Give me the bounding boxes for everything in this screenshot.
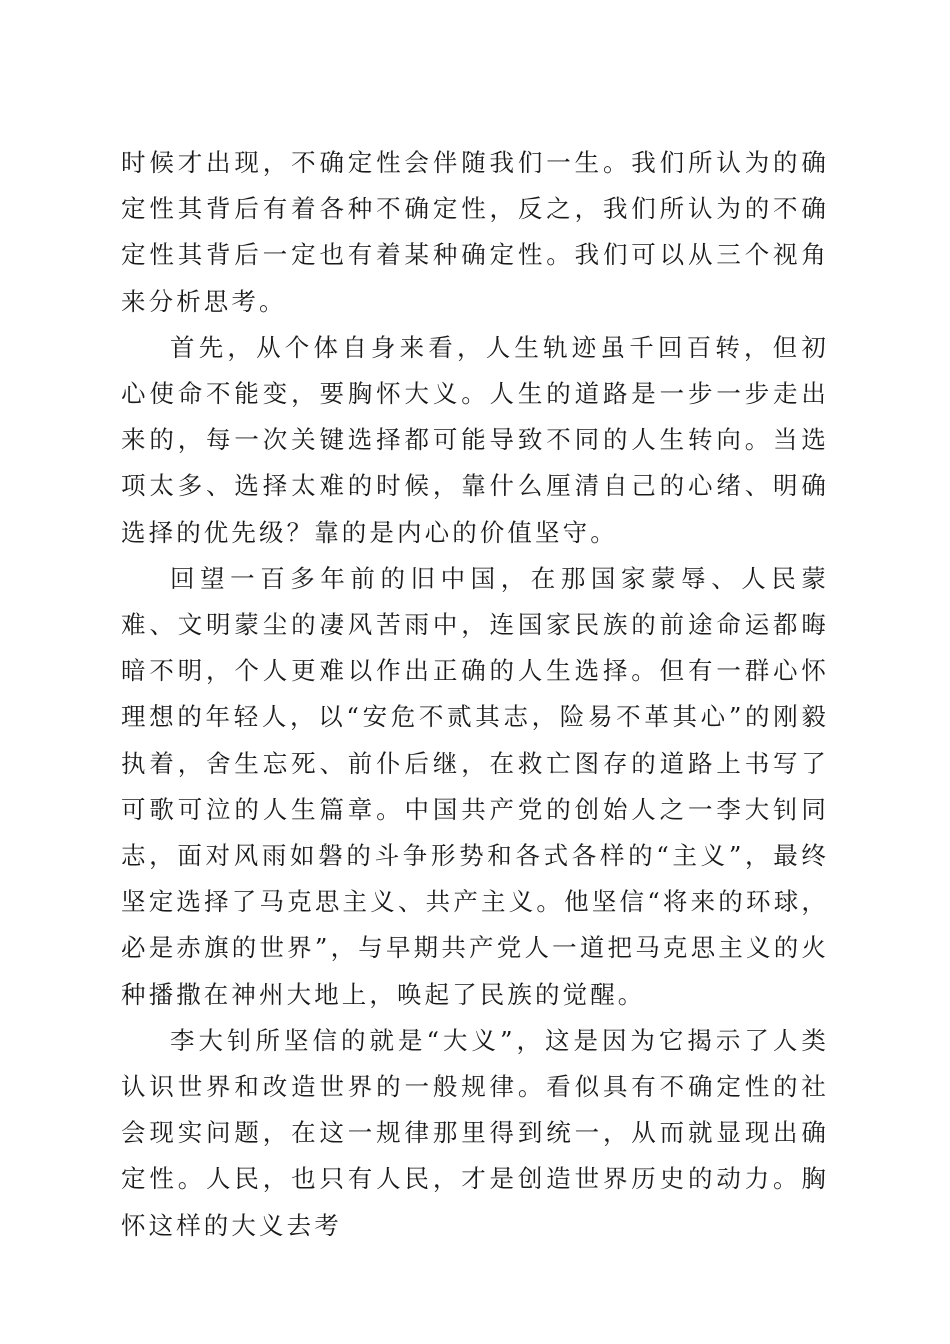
paragraph-great-righteousness: 李大钊所坚信的就是“大义”，这是因为它揭示了人类认识世界和改造世界的一般规律。看似具有不确定性的社会现实问题，在这一规律那里得到统一，从而就显现出确定性。人民，也只有人民，才是创造世界历史的动力。胸怀这样的大义去考 xyxy=(121,1025,829,1240)
paragraph-individual-perspective: 首先，从个体自身来看，人生轨迹虽千回百转，但初心使命不能变，要胸怀大义。人生的道路是一步一步走出来的，每一次关键选择都可能导致不同的人生转向。当选项太多、选择太难的时候，靠什么厘清自己的心绪、明确选择的优先级？靠的是内心的价值坚守。 xyxy=(121,332,829,547)
body-text xyxy=(121,140,829,1249)
paragraph-continuation: 时候才出现，不确定性会伴随我们一生。我们所认为的确定性其背后有着各种不确定性，反之，我们所认为的不确定性其背后一定也有着某种确定性。我们可以从三个视角来分析思考。 xyxy=(121,148,829,316)
paragraph-old-china-history: 回望一百多年前的旧中国，在那国家蒙辱、人民蒙难、文明蒙尘的凄风苦雨中，连国家民族的前途命运都晦暗不明，个人更难以作出正确的人生选择。但有一群心怀理想的年轻人，以“安危不贰其志，险易不革其心”的刚毅执着，舍生忘死、前仆后继，在救亡图存的道路上书写了可歌可泣的人生篇章。中国共产党的创始人之一李大钊同志，面对风雨如磐的斗争形势和各式各样的“主义”，最终坚定选择了马克思主义、共产主义。他坚信“将来的环球，必是赤旗的世界”，与早期共产党人一道把马克思主义的火种播撒在神州大地上，唤起了民族的觉醒。 xyxy=(121,563,829,1009)
